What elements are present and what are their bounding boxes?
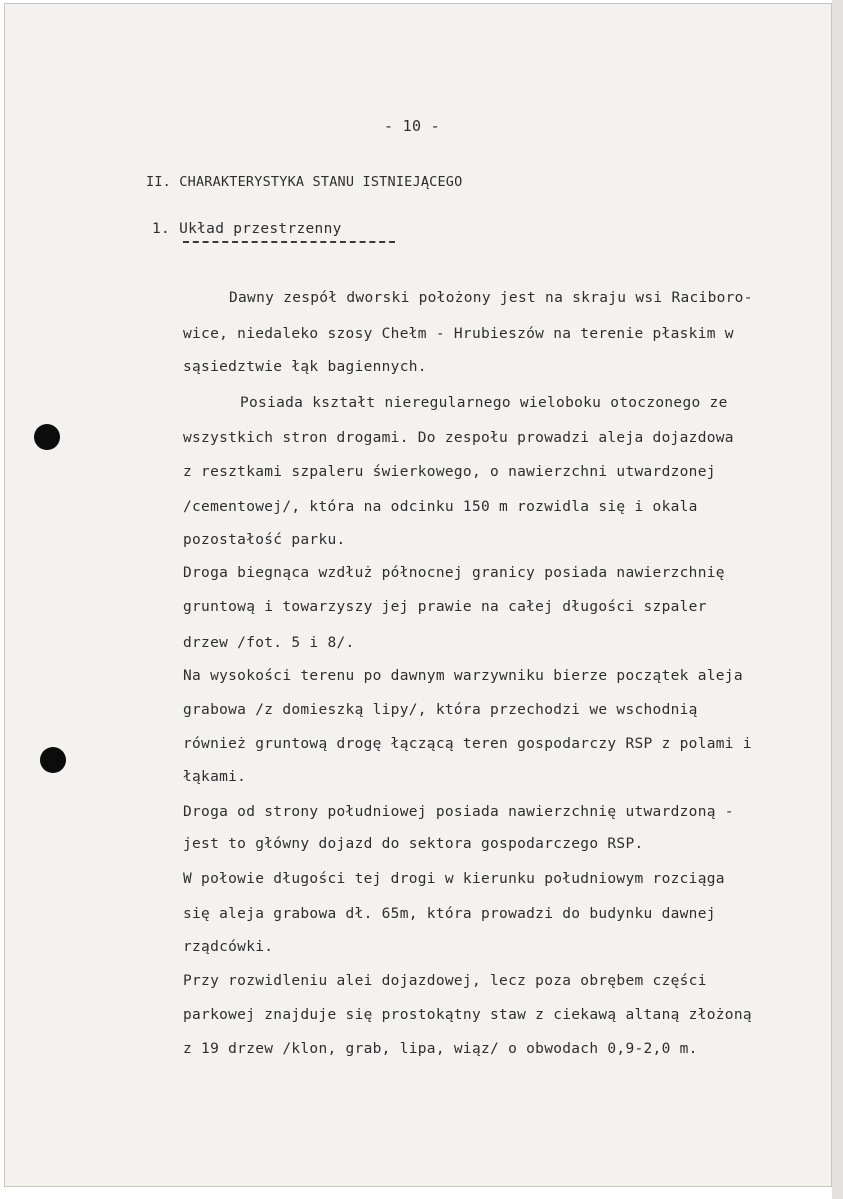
paragraph-line: Droga biegnąca wzdłuż północnej granicy posiada nawierzchnię	[183, 565, 725, 581]
subsection-underline	[183, 241, 395, 243]
paragraph-line: grabowa /z domieszką lipy/, która przechodzi we wschodnią	[183, 702, 698, 718]
punch-hole-bottom	[40, 747, 66, 773]
paragraph-line: łąkami.	[183, 769, 247, 785]
paragraph-line: /cementowej/, która na odcinku 150 m rozwidla się i okala	[183, 499, 698, 515]
paragraph-line: pozostałość parku.	[183, 532, 346, 548]
paragraph-line: parkowej znajduje się prostokątny staw z ciekawą altaną złożoną	[183, 1007, 752, 1023]
section-title: II. CHARAKTERYSTYKA STANU ISTNIEJĄCEGO	[146, 174, 463, 190]
punch-hole-top	[34, 424, 60, 450]
paragraph-line: sąsiedztwie łąk bagiennych.	[183, 359, 427, 375]
paragraph-line: z 19 drzew /klon, grab, lipa, wiąz/ o obwodach 0,9-2,0 m.	[183, 1041, 698, 1057]
paragraph-line: Przy rozwidleniu alei dojazdowej, lecz poza obrębem części	[183, 973, 707, 989]
paragraph-line: W połowie długości tej drogi w kierunku południowym rozciąga	[183, 871, 725, 887]
page-number: - 10 -	[384, 117, 440, 135]
paragraph-line: jest to główny dojazd do sektora gospodarczego RSP.	[183, 836, 644, 852]
paragraph-line: się aleja grabowa dł. 65m, która prowadzi do budynku dawnej	[183, 906, 716, 922]
paragraph-line: gruntową i towarzyszy jej prawie na całej długości szpaler	[183, 599, 707, 615]
paragraph-line: Na wysokości terenu po dawnym warzywniku bierze początek aleja	[183, 668, 743, 684]
paragraph-line: z resztkami szpaleru świerkowego, o nawierzchni utwardzonej	[183, 464, 716, 480]
paragraph-line: Dawny zespół dworski położony jest na skraju wsi Raciboro-	[229, 290, 753, 306]
subsection-title: 1. Układ przestrzenny	[152, 221, 342, 237]
paragraph-line: wice, niedaleko szosy Chełm - Hrubieszów na terenie płaskim w	[183, 326, 734, 342]
paragraph-line: rządcówki.	[183, 939, 274, 955]
scan-edge	[832, 0, 843, 1199]
paragraph-line: drzew /fot. 5 i 8/.	[183, 635, 355, 651]
paragraph-line: wszystkich stron drogami. Do zespołu prowadzi aleja dojazdowa	[183, 430, 734, 446]
paragraph-line: również gruntową drogę łączącą teren gospodarczy RSP z polami i	[183, 736, 752, 752]
paragraph-line: Posiada kształt nieregularnego wieloboku otoczonego ze	[240, 395, 728, 411]
paragraph-line: Droga od strony południowej posiada nawierzchnię utwardzoną -	[183, 804, 734, 820]
